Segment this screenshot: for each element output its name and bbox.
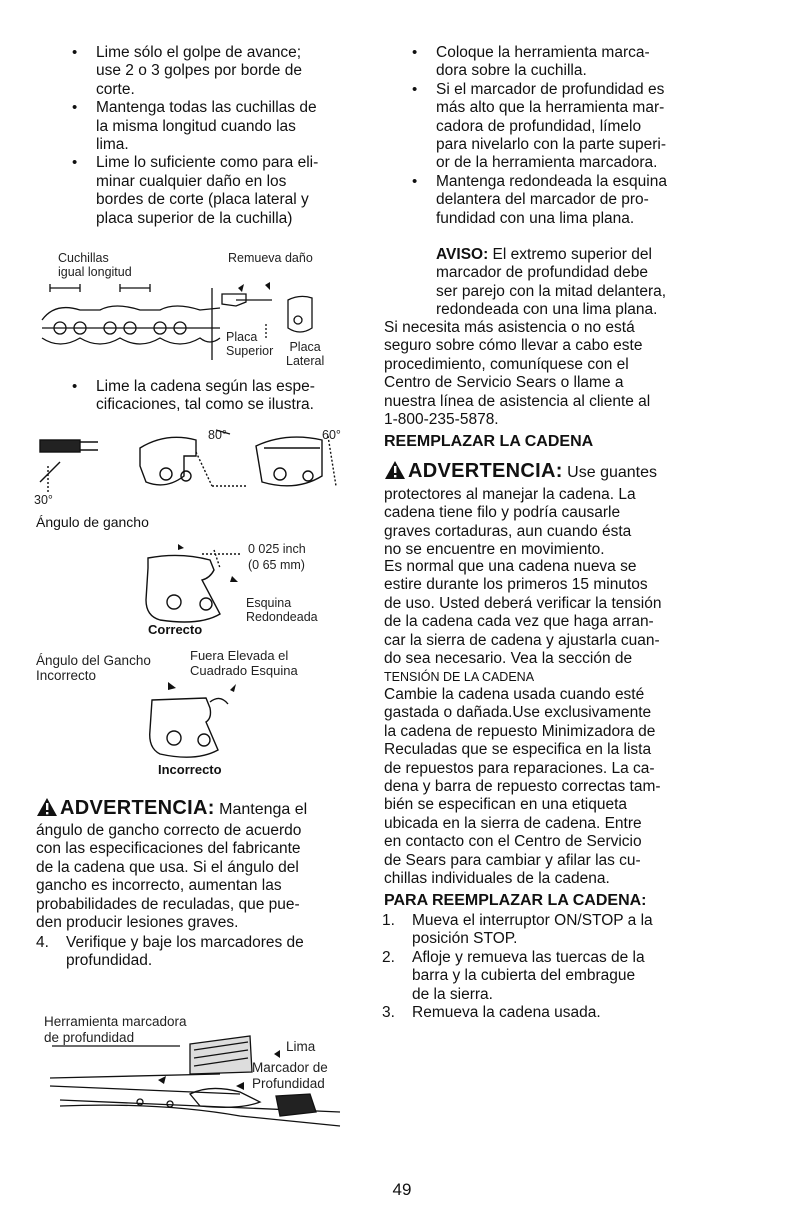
chain-spec-list bbox=[72, 378, 396, 415]
step-4 bbox=[36, 934, 386, 971]
warning-icon bbox=[384, 460, 406, 480]
list-item: • Lime lo suficiente como para eli- minar cualquier daño en los bordes de corte (placa lateral y placa superior de la cuchilla) bbox=[72, 154, 319, 227]
tension-section-ref: TENSIÓN DE LA CADENA bbox=[384, 670, 535, 685]
angle-figure bbox=[36, 426, 356, 506]
replace-chain-heading: REEMPLAZAR LA CADENA bbox=[384, 433, 594, 450]
list-item: 3. Remueva la cadena usada. bbox=[382, 1004, 601, 1022]
list-item: • Lime sólo el golpe de avance; use 2 o 3 golpes por borde de corte. bbox=[72, 44, 302, 98]
procedure-heading: PARA REEMPLAZAR LA CADENA: bbox=[384, 892, 647, 909]
depth-tool-label: Herramienta marcadora de profundidad bbox=[44, 1014, 187, 1045]
list-item: • Si el marcador de profundidad es más alto que la herramienta mar- cadora de profundidad, límelo para nivelarlo con la parte superi- or de la herramienta marcadora. bbox=[412, 80, 667, 172]
fig1-label-cutters: Cuchillas igual longitud bbox=[58, 251, 132, 279]
spec-inch: 0 025 inch bbox=[248, 542, 306, 556]
rounded-corner-label: Esquina Redondeada bbox=[246, 596, 318, 624]
filing-tips-list bbox=[72, 44, 386, 228]
depth-gauge-label: Marcador de Profundidad bbox=[252, 1060, 328, 1091]
list-item: • Lime la cadena según las espe- cificaciones, tal como se ilustra. bbox=[72, 378, 315, 414]
hook-angle-caption: Ángulo de gancho bbox=[36, 514, 149, 530]
notice-label: AVISO: bbox=[436, 246, 489, 263]
fig1-label-side-plate: Placa Lateral bbox=[286, 340, 325, 368]
list-item: • Coloque la herramienta marca- dora sobre la cuchilla. bbox=[412, 44, 650, 80]
replace-steps bbox=[382, 912, 792, 1022]
depth-gauge-figure bbox=[40, 1030, 340, 1130]
correct-cutter-figure bbox=[140, 540, 250, 620]
file-label: Lima bbox=[286, 1039, 316, 1054]
correct-label: Correcto bbox=[148, 622, 203, 637]
angle-60-label: 60° bbox=[322, 428, 341, 442]
depth-gauge-list bbox=[412, 44, 796, 228]
spec-mm: (0 65 mm) bbox=[248, 558, 305, 572]
notice-block: AVISO: El extremo superior del marcador de profundidad debe ser parejo con la mitad delantera, redondeada con una lima plana. bbox=[436, 246, 667, 319]
assistance-paragraph: Si necesita más asistencia o no está seguro sobre cómo llevar a cabo este procedimiento, comuníquese con el Centro de Servicio Sears o llame a nuestra línea de asistencia al cliente al 1-800-235-5878. bbox=[384, 319, 651, 429]
list-item: 1. Mueva el interruptor ON/STOP a la posición STOP. bbox=[382, 912, 653, 948]
gloves-warning: ADVERTENCIA: Use guantes protectores al manejar la cadena. La cadena tiene filo y podría causarle graves cortaduras, aun cuando ésta no se encuentre en movimiento. bbox=[384, 460, 657, 559]
replace-chain-paragraph: Cambie la cadena usada cuando esté gastada o dañada.Use exclusivamente la cadena de repuesto Minimizadora de Reculadas que se especifica en la lista de repuestos para reparaciones. La ca- dena y barra de repuesto correctas tam- bién se especifican en una etiqueta ubicada en la sierra de cadena. Entre en contacto con el Centro de Servicio de Sears para cambiar y afilar las cu- chillas individuales de la cadena. bbox=[384, 686, 661, 888]
fig1-label-remove: Remueva daño bbox=[228, 251, 313, 265]
fig1-label-top-plate: Placa Superior bbox=[226, 330, 274, 358]
list-item: 4. Verifique y baje los marcadores de profundidad. bbox=[36, 934, 304, 970]
hook-angle-warning: ADVERTENCIA: Mantenga el ángulo de gancho correcto de acuerdo con las especificaciones del fabricante de la cadena que usa. Si el ángulo del gancho es incorrecto, aumentan las probabilidades de reculadas, que pue- den producir lesiones graves. bbox=[36, 797, 308, 932]
incorrect-cutter-figure bbox=[146, 678, 256, 758]
list-item: • Mantenga todas las cuchillas de la misma longitud cuando las lima. bbox=[72, 99, 317, 154]
wrong-hook-label: Ángulo del Gancho Incorrecto bbox=[36, 653, 151, 683]
chain-stretch-paragraph: Es normal que una cadena nueva se estire durante los primeros 15 minutos de uso. Usted deberá verificar la tensión de la cadena cada vez que haga arran- car la sierra de cadena y ajustarla cuan- do sea necesario. Vea la sección de TENSIÓN DE LA CADENA bbox=[384, 558, 794, 687]
list-item: • Mantenga redondeada la esquina delantera del marcador de pro- fundidad con una lima plana. bbox=[412, 172, 667, 227]
page-number: 49 bbox=[392, 1180, 412, 1199]
raised-corner-label: Fuera Elevada el Cuadrado Esquina bbox=[190, 648, 298, 678]
list-item: 2. Afloje y remueva las tuercas de la barra y la cubierta del embrague de la sierra. bbox=[382, 948, 645, 1003]
warning-icon bbox=[36, 797, 58, 817]
angle-80-label: 80° bbox=[208, 428, 227, 442]
incorrect-label: Incorrecto bbox=[158, 762, 222, 777]
angle-30-label: 30° bbox=[34, 493, 53, 507]
